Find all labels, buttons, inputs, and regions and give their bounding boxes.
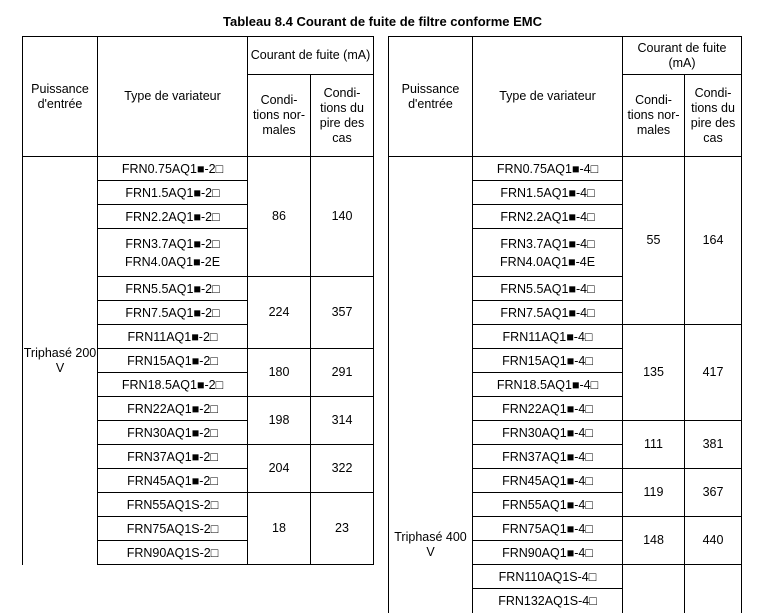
model-cell: FRN1.5AQ1■-2□ <box>98 181 248 205</box>
model-cell: FRN11AQ1■-2□ <box>98 325 248 349</box>
model-cell: FRN11AQ1■-4□ <box>473 325 623 349</box>
worst-value: 140 <box>311 157 374 277</box>
worst-value: 314 <box>311 397 374 445</box>
model-cell: FRN18.5AQ1■-4□ <box>473 373 623 397</box>
model-cell: FRN45AQ1■-2□ <box>98 469 248 493</box>
worst-value: 322 <box>311 445 374 493</box>
model-cell: FRN37AQ1■-4□ <box>473 445 623 469</box>
model-cell: FRN55AQ1■-4□ <box>473 493 623 517</box>
worst-value: 291 <box>311 349 374 397</box>
normal-value: 148 <box>623 517 685 565</box>
model-cell: FRN5.5AQ1■-4□ <box>473 277 623 301</box>
normal-value: 18 <box>248 493 311 565</box>
leakage-table-400v <box>388 36 742 613</box>
normal-value: 86 <box>248 157 311 277</box>
worst-value: 357 <box>311 277 374 349</box>
model-cell: FRN1.5AQ1■-4□ <box>473 181 623 205</box>
normal-value-empty <box>623 565 685 613</box>
worst-value: 164 <box>685 157 742 325</box>
model-cell: FRN15AQ1■-4□ <box>473 349 623 373</box>
model-cell: FRN30AQ1■-2□ <box>98 421 248 445</box>
normal-value: 119 <box>623 469 685 517</box>
worst-value: 417 <box>685 325 742 421</box>
model-cell: FRN45AQ1■-4□ <box>473 469 623 493</box>
header-inverter-type: Type de variateur <box>98 37 248 157</box>
model-cell: FRN2.2AQ1■-4□ <box>473 205 623 229</box>
header-worst-case: Condi- tions du pire des cas <box>311 75 374 157</box>
model-cell: FRN75AQ1S-2□ <box>98 517 248 541</box>
model-cell: FRN55AQ1S-2□ <box>98 493 248 517</box>
header-normal-conditions: Condi- tions nor- males <box>248 75 311 157</box>
model-cell: FRN22AQ1■-4□ <box>473 397 623 421</box>
model-cell: FRN30AQ1■-4□ <box>473 421 623 445</box>
input-power-cell: Triphasé 200 V <box>23 157 98 565</box>
model-cell: FRN2.2AQ1■-2□ <box>98 205 248 229</box>
header-leakage-current: Courant de fuite (mA) <box>248 37 374 75</box>
worst-value-empty <box>685 565 742 613</box>
model-cell: FRN7.5AQ1■-4□ <box>473 301 623 325</box>
model-cell: FRN0.75AQ1■-2□ <box>98 157 248 181</box>
model-cell: FRN90AQ1■-4□ <box>473 541 623 565</box>
normal-value: 180 <box>248 349 311 397</box>
model-cell: FRN110AQ1S-4□ <box>473 565 623 589</box>
normal-value: 204 <box>248 445 311 493</box>
worst-value: 440 <box>685 517 742 565</box>
model-cell: FRN3.7AQ1■-4□ FRN4.0AQ1■-4E <box>473 229 623 277</box>
model-cell: FRN75AQ1■-4□ <box>473 517 623 541</box>
model-cell: FRN132AQ1S-4□ <box>473 589 623 613</box>
header-leakage-current: Courant de fuite (mA) <box>623 37 742 75</box>
header-worst-case: Condi- tions du pire des cas <box>685 75 742 157</box>
normal-value: 198 <box>248 397 311 445</box>
model-cell: FRN22AQ1■-2□ <box>98 397 248 421</box>
model-cell: FRN3.7AQ1■-2□ FRN4.0AQ1■-2E <box>98 229 248 277</box>
worst-value: 381 <box>685 421 742 469</box>
header-input-power: Puissance d'entrée <box>389 37 473 157</box>
model-cell: FRN18.5AQ1■-2□ <box>98 373 248 397</box>
normal-value: 135 <box>623 325 685 421</box>
header-input-power: Puissance d'entrée <box>23 37 98 157</box>
header-inverter-type: Type de variateur <box>473 37 623 157</box>
worst-value: 367 <box>685 469 742 517</box>
normal-value: 55 <box>623 157 685 325</box>
normal-value: 224 <box>248 277 311 349</box>
model-cell: FRN0.75AQ1■-4□ <box>473 157 623 181</box>
worst-value: 23 <box>311 493 374 565</box>
model-cell: FRN5.5AQ1■-2□ <box>98 277 248 301</box>
input-power-cell: Triphasé 400 V <box>389 157 473 613</box>
leakage-table-200v <box>22 36 374 565</box>
model-cell: FRN7.5AQ1■-2□ <box>98 301 248 325</box>
normal-value: 111 <box>623 421 685 469</box>
model-cell: FRN15AQ1■-2□ <box>98 349 248 373</box>
header-normal-conditions: Condi- tions nor- males <box>623 75 685 157</box>
table-title: Tableau 8.4 Courant de fuite de filtre conforme EMC <box>222 14 543 29</box>
model-cell: FRN90AQ1S-2□ <box>98 541 248 565</box>
model-cell: FRN37AQ1■-2□ <box>98 445 248 469</box>
